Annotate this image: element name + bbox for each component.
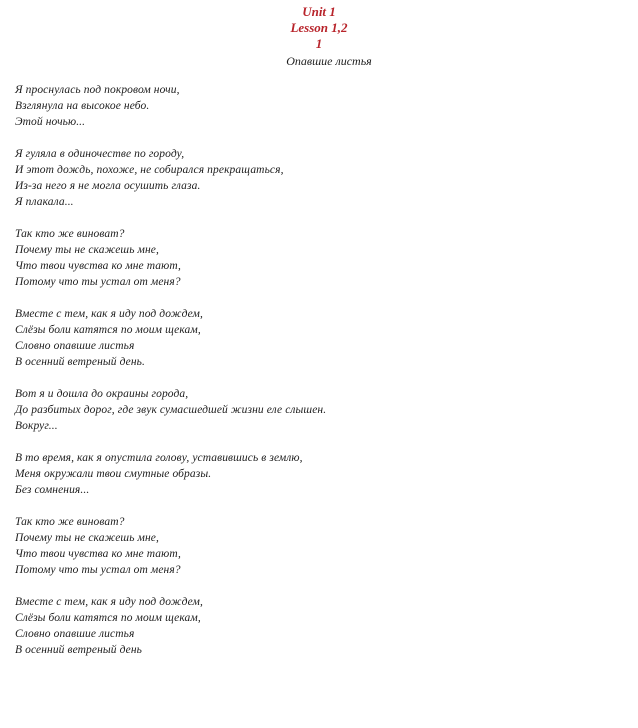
poem-line: Так кто же виноват? [15,228,125,240]
poem-line: Меня окружали твои смутные образы. [15,468,212,480]
poem-line: Я проснулась под покровом ночи, [15,84,180,96]
poem-line: Этой ночью... [15,116,86,128]
poem-line: Потому что ты устал от меня? [15,564,181,576]
poem-line: В то время, как я опустила голову, уставившись в землю, [15,452,303,464]
poem-line: Слёзы боли катятся по моим щекам, [15,612,201,624]
stanza [15,450,625,498]
poem-title: Опавшие листья [286,54,372,68]
poem-line: Взглянула на высокое небо. [15,100,150,112]
poem-line: Словно опавшие листья [15,340,135,352]
poem-line: Что твои чувства ко мне тают, [15,260,182,272]
poem-line: Почему ты не скажешь мне, [15,244,159,256]
stanza [15,386,625,434]
poem-line: Потому что ты устал от меня? [15,276,181,288]
poem-line: В осенний ветреный день. [15,356,145,368]
poem-line: Вот я и дошла до окраины города, [15,388,189,400]
poem-line: Вокруг... [15,420,58,432]
poem-body [15,82,625,674]
poem-line: Так кто же виноват? [15,516,125,528]
document-header [0,4,638,69]
poem-line: Слёзы боли катятся по моим щекам, [15,324,201,336]
poem-line: Вместе с тем, как я иду под дождем, [15,308,203,320]
poem-line: Почему ты не скажешь мне, [15,532,159,544]
stanza [15,306,625,370]
stanza [15,146,625,210]
section-number: 1 [315,36,323,51]
stanza [15,82,625,130]
poem-line: Словно опавшие листья [15,628,135,640]
poem-line: Вместе с тем, как я иду под дождем, [15,596,203,608]
poem-line: В осенний ветреный день [15,644,143,656]
poem-line: Я гуляла в одиночестве по городу, [15,148,185,160]
poem-line: До разбитых дорог, где звук сумасшедшей жизни еле слышен. [15,404,327,416]
unit-heading: Unit 1 [302,4,336,19]
poem-line: Из-за него я не могла осушить глаза. [15,180,201,192]
stanza [15,226,625,290]
poem-line: И этот дождь, похоже, не собирался прекращаться, [15,164,284,176]
stanza [15,594,625,658]
stanza [15,514,625,578]
poem-line: Что твои чувства ко мне тают, [15,548,182,560]
poem-line: Я плакала... [15,196,74,208]
poem-line: Без сомнения... [15,484,90,496]
lesson-heading: Lesson 1,2 [290,20,348,35]
